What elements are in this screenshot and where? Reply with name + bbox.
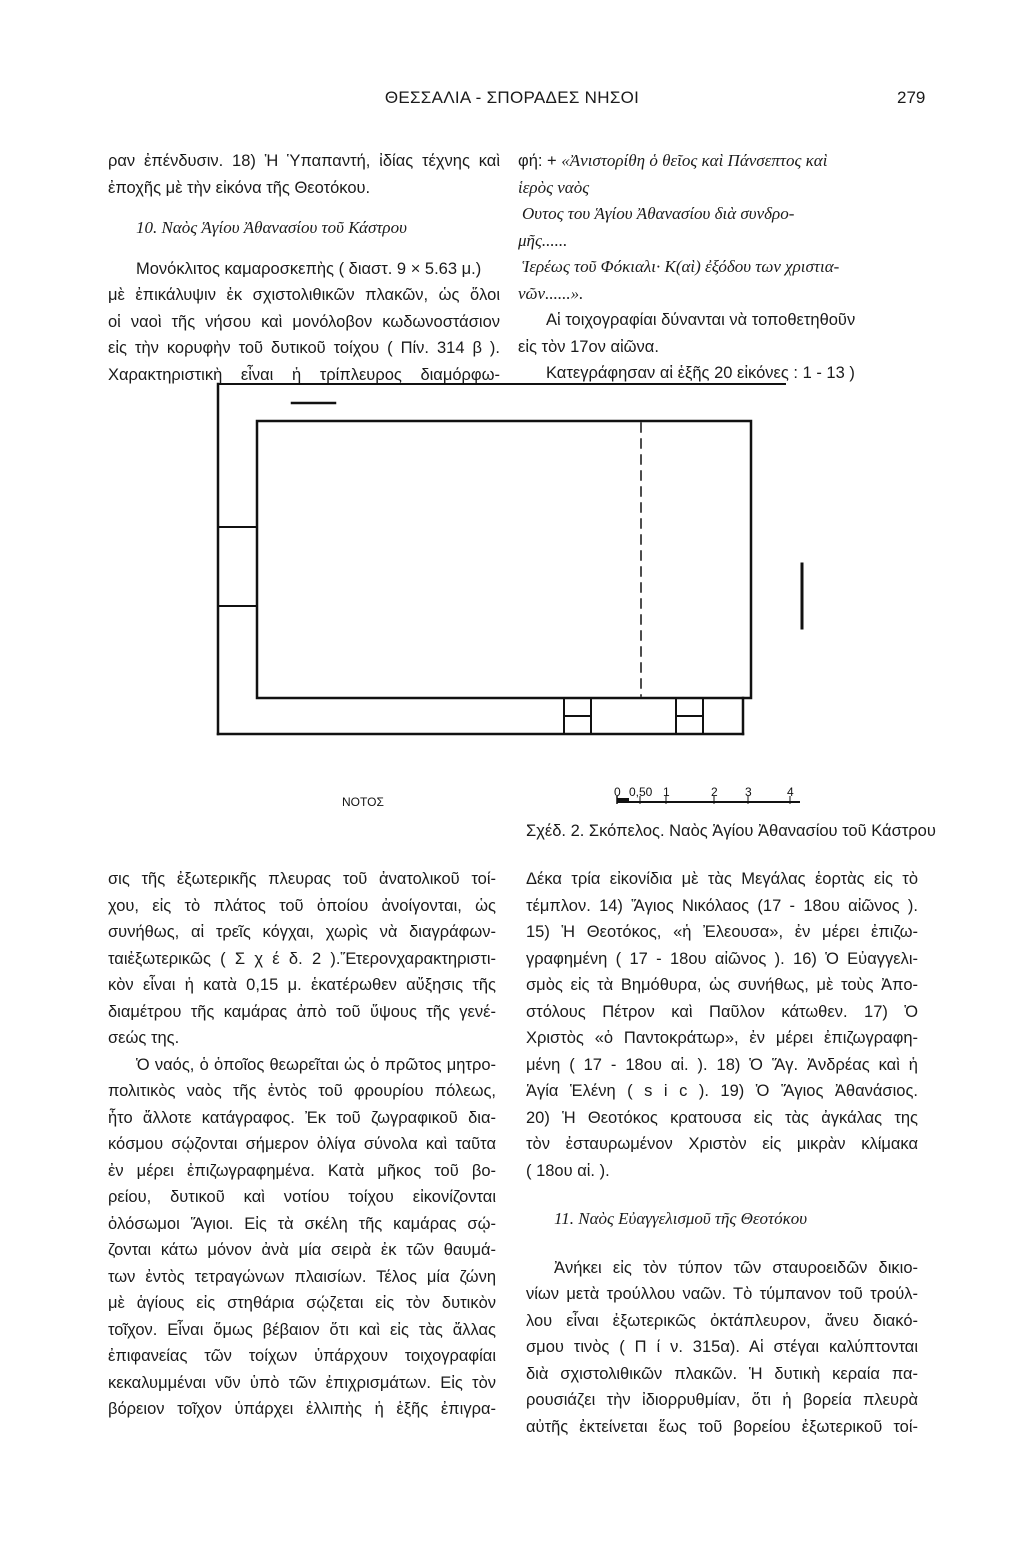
upper-right-column	[518, 148, 918, 387]
text-line: ἐποχῆς μὲ τὴν εἰκόνα τῆς Θεοτόκου.	[108, 178, 371, 197]
text-line: αὐτῆς ἐκτείνεται ἕως τοῦ βορείου ἐξωτερικοῦ τοί-	[526, 1417, 918, 1436]
text-line: Ἁγία Ἑλένη ( s i c ). 19) Ὁ Ἅγιος Ἀθανάσιος.	[526, 1082, 918, 1100]
text-line: Ὁ ναός, ὁ ὁποῖος θεωρεῖται ὡς ὁ πρῶτος μητρο-	[136, 1055, 496, 1074]
text-line: τὸν ἐσταυρωμένον Χριστὸν εἰς μικρὰν κλίμακα	[526, 1135, 918, 1153]
text-line: ἦτο ἄλλοτε κατάγραφος. Ἐκ τοῦ ζωγραφικοῦ δια-	[108, 1108, 496, 1127]
text-line: γραφημένη ( 17 - 18ου αἰῶνος ). 16) Ὁ Εὐαγγελι-	[526, 949, 918, 968]
text-line: μὲ ἐπικάλυψιν ἐκ σχιστολιθικῶν πλακῶν, ὡς ὅλοι	[108, 286, 500, 304]
text-line: λου εἶναι ἐξωτερικῶς ὀκτάπλευρον, ἄνευ διακό-	[526, 1311, 918, 1330]
text-line: διὰ σχιστολιθικῶν πλακῶν. Ἡ δυτικὴ κεραία πα-	[526, 1364, 918, 1383]
text-line: ταιἐξωτερικῶς ( Σ χ έ δ. 2 ).Ἕτερονχαρακτηριστι-	[108, 949, 496, 968]
figure-caption: Σχέδ. 2. Σκόπελος. Ναὸς Ἁγίου Ἀθανασίου τοῦ Κάστρου	[526, 822, 936, 840]
page-number: 279	[897, 88, 926, 107]
text-line: μὲ ἁγίους εἰς στηθάρια σῴζεται εἰς τὸν δυτικὸν	[108, 1294, 496, 1312]
text-line: πολιτικὸς ναὸς τῆς ἐντὸς τοῦ φρουρίου πόλεως,	[108, 1082, 496, 1100]
paragraph-icons	[526, 866, 918, 1184]
text-line: ὁλόσωμοι Ἅγιοι. Εἰς τὰ σκέλη τῆς καμάρας σῴ-	[108, 1214, 496, 1233]
lower-left-column	[108, 866, 496, 1423]
inscription-line: Ἱερέως τοῦ Φόκιαλι· Κ(αὶ) ἐξόδου των χριστια-	[522, 257, 840, 276]
text-line: ζονται κάτω μόνον ἀνὰ μία σειρὰ ἐκ τῶν θαυμά-	[108, 1241, 496, 1259]
inscription	[518, 148, 918, 307]
scale-label: 1	[663, 785, 670, 799]
section-heading-11: 11. Ναὸς Εὐαγγελισμοῦ τῆς Θεοτόκου	[554, 1209, 808, 1228]
inscription-line: ἱερὸς ναὸς	[518, 177, 590, 197]
text-line: ἐν μέρει ἐπιζωγραφημένα. Κατὰ μῆκος τοῦ βο-	[108, 1161, 496, 1180]
text-line: Αἱ τοιχογραφίαι δύνανται νὰ τοποθετηθοῦν	[546, 311, 856, 329]
section-heading-10: 10. Ναὸς Ἁγίου Ἀθανασίου τοῦ Κάστρου	[136, 218, 407, 237]
text-line: ἐπιφανείας τῶν τοίχων ὑπάρχουν τοιχογραφίαι	[108, 1347, 496, 1365]
text-line: ( 18ου αἱ. ).	[526, 1161, 610, 1180]
text-line: σμὸς εἰς τὰ Βημόθυρα, ὡς συνήθως, μὲ τοὺς Ἀπο-	[526, 976, 918, 994]
plan-orientation-label: ΝΟΤΟΣ	[342, 795, 384, 809]
plan-inner-nave	[257, 421, 751, 698]
upper-left-column	[108, 148, 500, 388]
text-line: Χριστὸς «ὁ Παντοκράτωρ», ἐν μέρει ἐπιζωγραφη-	[526, 1029, 918, 1047]
floor-plan-figure	[200, 378, 810, 816]
text-line: χου, εἰς τὸ πλάτος τοῦ ὁποίου ἀνοίγονται, ὡς	[108, 896, 496, 915]
paragraph-evangelismos	[526, 1255, 918, 1441]
text-line: σις τῆς ἐξωτερικῆς πλευρας τοῦ ἀνατολικοῦ τοί-	[108, 870, 496, 888]
paragraph-icon-list-end	[108, 148, 500, 201]
text-line: διαμέτρου τῆς καμάρας ἀπὸ τοῦ ὕψους τῆς γενέ-	[108, 1002, 496, 1021]
text-line: συνήθως, αἱ τρεῖς κόγχαι, χωρὶς νὰ διαγράφων-	[108, 923, 496, 941]
scale-bar	[614, 785, 800, 804]
text-line: 15) Ἡ Θεοτόκος, «ἡ Ἐλεουσα», ἐν μέρει ἐπιζω-	[526, 923, 918, 941]
text-line: βόρειον τοῖχον ὑπάρχει ἐλλιπὴς ἡ ἑξῆς ἐπιγρα-	[108, 1400, 496, 1418]
text-line: οἱ ναοὶ τῆς νήσου καὶ μονόλοβον κωδωνοστάσιον	[108, 312, 500, 331]
text-line: κὸν εἶναι ἡ κατὰ 0,15 μ. ἑκατέρωθεν αὔξησις τῆς	[108, 976, 496, 994]
paragraph-frescoes	[108, 1052, 496, 1423]
scale-label: 4	[787, 785, 794, 799]
scale-label: 0	[614, 785, 621, 799]
text-line: εἰς τὴν κορυφὴν τοῦ δυτικοῦ τοίχου ( Πίν. 314 β ).	[108, 339, 500, 357]
paragraph-dating	[518, 307, 918, 360]
text-line: στόλους Πέτρον καὶ Παῦλον κάτωθεν. 17) Ὁ	[526, 1002, 918, 1021]
paragraph-icon-list-intro: Κατεγράφησαν αἱ ἑξῆς 20 εἰκόνες : 1 - 13 )	[546, 364, 855, 382]
text-line: των ἐντὸς τετραγώνων πλαισίων. Τέλος μία ζώνη	[108, 1267, 496, 1286]
text-line: Χαρακτηριστικὴ εἶναι ἡ τρίπλευρος διαμόρφω-	[108, 365, 500, 384]
paragraph-exterior	[108, 866, 496, 1052]
text-line: μένη ( 17 - 18ου αἱ. ). 18) Ὁ Ἅγ. Ἀνδρέας καὶ ἡ	[526, 1055, 918, 1074]
inscription-line: Ουτος του Ἁγίου Ἀθανασίου διὰ συνδρο-	[522, 204, 795, 223]
paragraph-description	[108, 256, 500, 389]
lower-right-column	[526, 866, 918, 1440]
inscription-line: μῆς......	[518, 230, 568, 250]
text-line: εἰς τὸν 17ον αἰῶνα.	[518, 337, 659, 356]
text-line: Μονόκλιτος καμαροσκεπὴς ( διαστ. 9 × 5.63 μ.)	[136, 259, 482, 278]
text-line: τέμπλον. 14) Ἅγιος Νικόλαος (17 - 18ου αἰῶνος ).	[526, 896, 918, 915]
running-header: ΘΕΣΣΑΛΙΑ - ΣΠΟΡΑΔΕΣ ΝΗΣΟΙ	[384, 88, 640, 107]
text-line: 20) Ἡ Θεοτόκος κρατουσα εἰς τὰς ἀγκάλας της	[526, 1108, 918, 1127]
scale-label: 3	[745, 785, 752, 799]
scale-label: 0,50	[629, 785, 653, 799]
inscription-line: νῶν......».	[518, 283, 584, 303]
text-line: ρείου, δυτικοῦ καὶ νοτίου τοίχου εἰκονίζονται	[108, 1188, 496, 1206]
text-line: κεκαλυμμέναι νῦν ὑπὸ τῶν ἐπιχρισμάτων. Εἰς τὸν	[108, 1373, 496, 1392]
inscription-text: «Ἀνιστορίθη ὁ θεῖος καὶ Πάνσεπτος καὶ	[561, 151, 828, 170]
text-line: νίων μετὰ τρούλλου ναῶν. Τὸ τύμπανον τοῦ τρούλ-	[526, 1285, 918, 1303]
scale-label: 2	[711, 785, 718, 799]
text-line: ραν ἐπένδυσιν. 18) Ἡ Ὑπαπαντή, ἰδίας τέχνης καὶ	[108, 152, 500, 170]
text-line: σεώς της.	[108, 1029, 180, 1047]
text-line: τοῖχον. Εἶναι ὅμως βέβαιον ὅτι καὶ εἰς τὰς ἄλλας	[108, 1320, 496, 1339]
text-line: Δέκα τρία εἰκονίδια μὲ τὰς Μεγάλας ἑορτὰς εἰς τὸ	[526, 870, 918, 888]
text-line: Ἀνήκει εἰς τὸν τύπον τῶν σταυροειδῶν δικιο-	[554, 1258, 918, 1277]
text-line: κόσμου σῴζονται σήμερον ὀλίγα σύνολα καὶ ταῦτα	[108, 1135, 496, 1153]
text-line: σμου τινὸς ( Π ί ν. 315α). Αἱ στέγαι καλύπτονται	[526, 1338, 918, 1356]
inscription-line	[518, 148, 918, 175]
inscription-lead: φή: +	[518, 152, 557, 170]
text-line: ρουσιάζει τὴν ἰδιορρυθμίαν, ὅτι ἡ βορεία πλευρὰ	[526, 1391, 918, 1409]
